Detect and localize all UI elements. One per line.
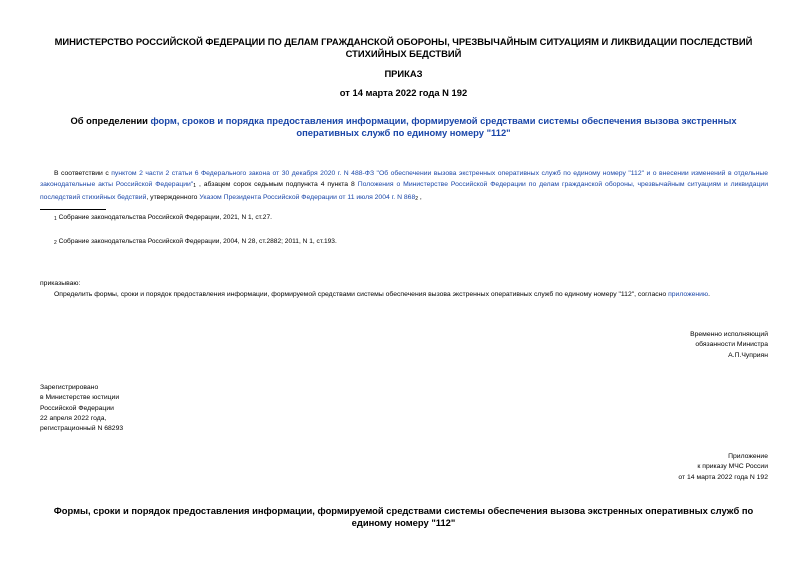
signature-line-2: обязанности Министра — [695, 341, 768, 349]
subject-link[interactable]: форм, сроков и порядка предоставления информации, формируемой средствами системы обеспечения вызова экстренных оперативных служб по единому номеру "112" — [150, 115, 737, 138]
appendix-title: Формы, сроки и порядок предоставления информации, формируемой средствами системы обеспечения вызова экстренных оперативных служб по единому номеру "112" — [53, 505, 754, 528]
footnote-ref-2[interactable]: 2 — [415, 196, 419, 202]
appendix-link[interactable]: приложению — [668, 291, 709, 298]
document-type: ПРИКАЗ — [384, 68, 423, 79]
decree-link[interactable]: Указом Президента Российской Федерации от 11 июля 2004 г. N 868 — [199, 194, 416, 201]
signature-block — [690, 330, 768, 361]
preamble-middle: , абзацем сорок седьмым подпункта 4 пункта 8 — [196, 181, 358, 188]
registration-line-4: 22 апреля 2022 года, — [40, 414, 107, 422]
appendix-line-2: к приказу МЧС России — [697, 463, 768, 471]
law-link[interactable]: пунктом 2 части 2 статьи 6 Федерального закона от 30 декабря 2020 г. N 488-ФЗ "Об обеспечении вызова экстренных оперативных служб по единому номеру "112" и о внесении изменений в отдельные законодательные акты Российской Федерации" — [40, 170, 769, 188]
appendix-reference — [678, 452, 768, 483]
order-clause — [54, 291, 766, 298]
appendix-line-3: от 14 марта 2022 года N 192 — [678, 473, 768, 481]
footnote-1-mark: 1 — [54, 216, 57, 222]
preamble-tail: , — [418, 194, 422, 201]
ministry-heading: МИНИСТЕРСТВО РОССИЙСКОЙ ФЕДЕРАЦИИ ПО ДЕЛАМ ГРАЖДАНСКОЙ ОБОРОНЫ, ЧРЕЗВЫЧАЙНЫМ СИТУАЦИЯМ И ЛИКВИДАЦИИ ПОСЛЕДСТВИЙ СТИХИЙНЫХ БЕДСТВИЙ — [54, 36, 753, 59]
order-subject — [40, 115, 767, 139]
preamble-paragraph — [40, 168, 768, 205]
appendix-line-1: Приложение — [728, 453, 768, 460]
preamble-intro: В соответствии с — [54, 170, 112, 177]
registration-block — [40, 383, 123, 434]
order-date-number: от 14 марта 2022 года N 192 — [339, 87, 468, 98]
registration-line-2: в Министерстве юстиции — [40, 394, 120, 402]
footnote-2 — [54, 237, 337, 248]
footnote-1 — [54, 213, 272, 224]
preamble-after-regulation: , утвержденного — [146, 194, 200, 201]
footnote-2-mark: 2 — [54, 240, 57, 246]
order-directive: приказываю: — [40, 280, 81, 287]
order-clause-end: . — [708, 291, 710, 298]
registration-line-3: Российской Федерации — [40, 404, 114, 412]
regulation-link[interactable]: Положения о Министерстве Российской Федерации по делам гражданской обороны, чрезвычайным ситуациям и ликвидации последствий стихийных бедствий — [40, 181, 768, 201]
footnote-1-text: Собрание законодательства Российской Федерации, 2021, N 1, ст.27. — [56, 214, 272, 221]
subject-prefix: Об определении — [70, 115, 151, 126]
signature-line-1: Временно исполняющий — [690, 331, 768, 338]
registration-line-1: Зарегистрировано — [40, 384, 99, 391]
registration-line-5: регистрационный N 68293 — [40, 425, 124, 433]
footnote-ref-1[interactable]: 1 — [193, 183, 197, 189]
order-clause-text: Определить формы, сроки и порядок предоставления информации, формируемой средствами системы обеспечения вызова экстренных оперативных служб по единому номеру "112", согласно — [54, 291, 669, 298]
footnote-divider — [40, 209, 106, 210]
footnote-2-text: Собрание законодательства Российской Федерации, 2004, N 28, ст.2882; 2011, N 1, ст.193. — [56, 238, 337, 245]
signature-name: А.П.Чуприян — [728, 351, 768, 359]
